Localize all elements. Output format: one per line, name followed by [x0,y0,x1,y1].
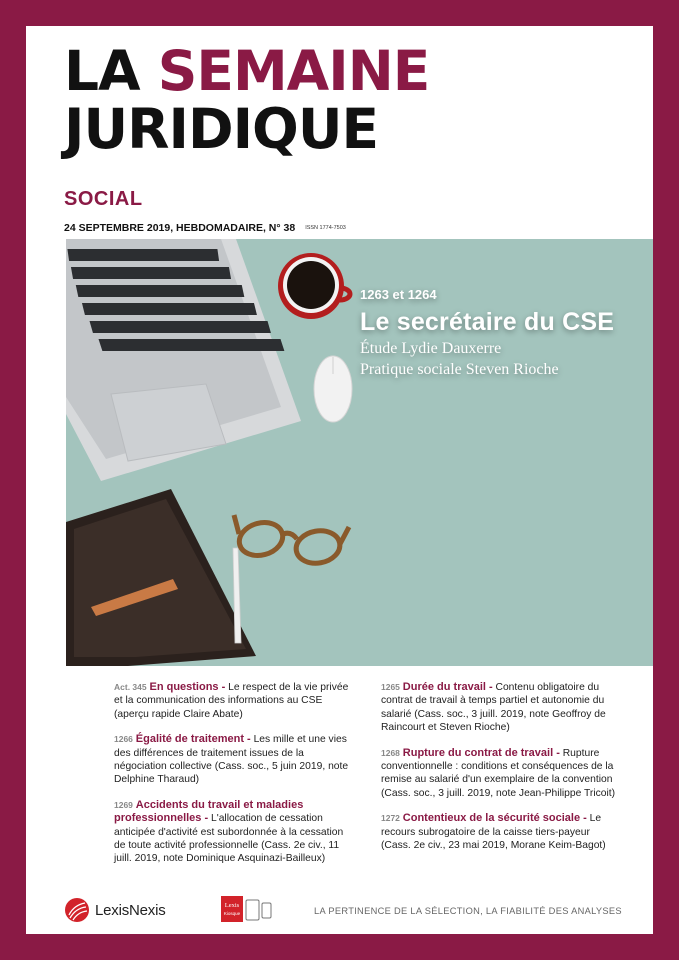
feature-author-1: Étude Lydie Dauxerre [360,340,502,357]
entry-heading: Durée du travail - [402,681,493,693]
entry-text: Le recours subrogatoire de la caisse tiers-payeur (Cass. 2e civ., 23 mai 2019, Morane Keim-Bagot) [381,813,606,852]
entry-number: Act. 345 [114,682,147,692]
hero-image [66,239,653,666]
kiosque-devices-icon [221,894,273,924]
entry-text: Contenu obligatoire du contrat de travail à temps partiel et autonomie du salarié (Cass. soc., 3 juill. 2019, note Geoffroy de Raincourt et Steven Rioche) [381,682,606,734]
issn: ISSN 1774-7503 [305,225,346,231]
lexisnexis-logo[interactable] [64,897,166,923]
cover-page [26,26,653,934]
title-line-2: JURIDIQUE [64,97,379,161]
issue-date: 24 SEPTEMBRE 2019, HEBDOMADAIRE, N° 38 [64,222,296,234]
contents-left-column [114,681,354,878]
feature-title[interactable]: Le secrétaire du CSE [360,308,615,336]
entry-number: 1272 [381,813,400,824]
entry-text: Le respect de la vie privée et la communication des informations au CSE (aperçu rapide Claire Abate) [114,682,349,720]
coffee-cup-icon [278,253,350,319]
contents-right-column [381,681,621,864]
feature-numbers: 1263 et 1264 [360,287,437,302]
contents-entry[interactable] [381,812,621,852]
entry-number: 1268 [381,747,400,758]
lexisnexis-emblem-icon [64,897,90,923]
entry-heading: Contentieux de la sécurité sociale - [402,812,587,825]
brand-name: LexisNexis [95,901,166,919]
tagline: LA PERTINENCE DE LA SÉLECTION, LA FIABILITÉ DES ANALYSES [314,906,622,916]
contents-entry[interactable] [114,733,354,787]
contents-entry[interactable] [114,799,354,866]
mouse-icon [314,356,352,422]
svg-text:Lexis: Lexis [224,902,240,909]
entry-heading: Accidents du travail et maladies professionnelles - [114,798,304,825]
entry-heading: Rupture du contrat de travail - [402,746,560,759]
entry-heading: Égalité de traitement - [135,733,251,746]
entry-number: 1266 [114,734,133,745]
feature-author-2: Pratique sociale Steven Rioche [360,361,559,378]
lexis-kiosque-logo[interactable] [221,894,273,929]
issue-line [64,222,346,234]
contents-entry[interactable] [381,681,621,735]
entry-number: 1265 [381,682,400,692]
contents-entry[interactable] [381,747,621,801]
entry-heading: En questions - [149,681,226,693]
feature-block [360,287,614,379]
title-line-1 [64,39,430,103]
laptop-icon [66,239,301,481]
title-la: LA [64,39,158,103]
entry-text: Les mille et une vies des différences de traitement issues de la négociation collective (Cass. soc., 5 juin 2019, note Delphine Tharaud) [114,734,349,786]
masthead [64,39,430,161]
title-semaine: SEMAINE [157,39,430,103]
section-name: SOCIAL [64,188,143,210]
glasses-icon [234,515,349,567]
entry-number: 1269 [114,799,133,810]
entry-text: Rupture conventionnelle : conditions et conséquences de la remise au salarié d'un exemplaire de la convention (Cass. soc., 3 juill. 2019, note Jean-Philippe Tricoit) [381,747,616,799]
footer [64,894,624,924]
svg-text:Kiosque: Kiosque [223,911,241,916]
contents-entry[interactable] [114,681,354,721]
notebook-icon [66,489,256,666]
entry-text: L'allocation de cessation anticipée d'activité est subordonnée à la cessation de toute activité professionnelle (Cass. 2e civ., 11 juill. 2019, note Dominique Asquinazi-Bailleux) [114,813,344,865]
